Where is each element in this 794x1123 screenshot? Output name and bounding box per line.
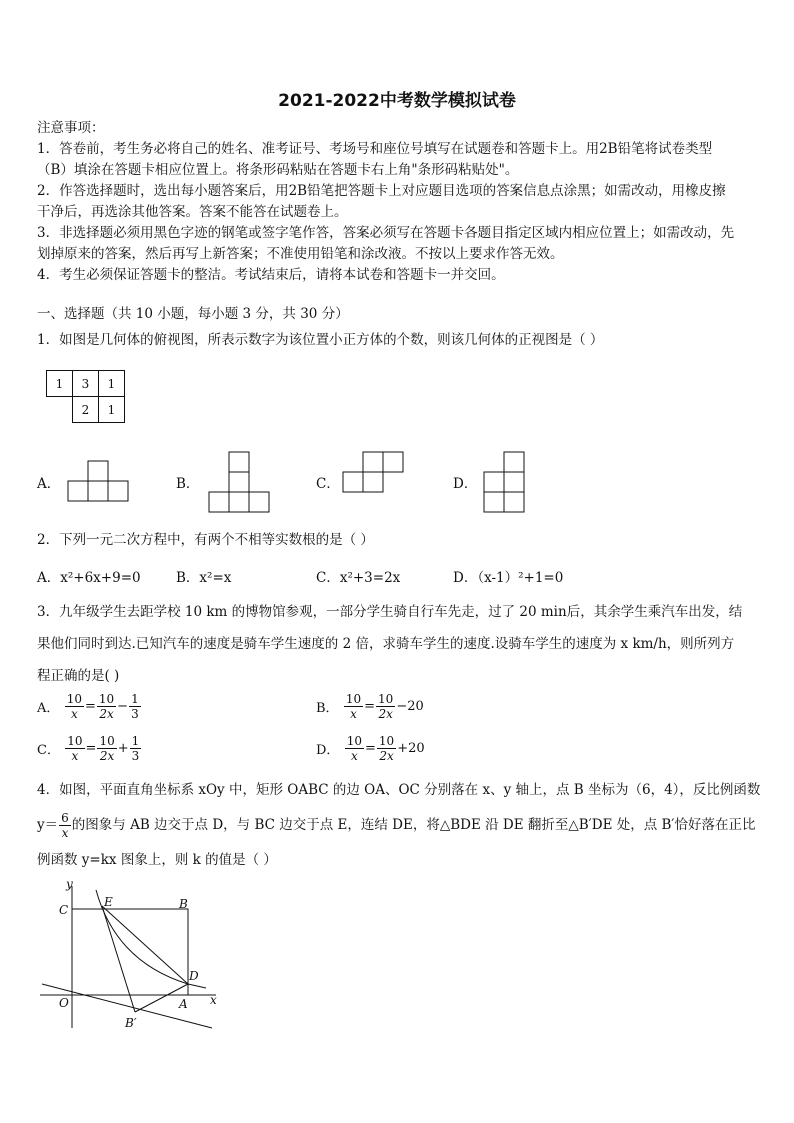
denominator: 3 (131, 749, 140, 763)
option: A．x²+6x+9=0 (37, 570, 141, 586)
segment-de (102, 906, 188, 984)
label-o: O (59, 996, 69, 1010)
option-label: B． (316, 701, 339, 716)
question-4-line: 4．如图，平面直角坐标系 xOy 中，矩形 OABC 的边 OA、OC 分别落在 x、y 轴上，点 B 坐标为（6，4），反比例函数 (37, 782, 761, 798)
denominator: x (61, 826, 69, 840)
question-3-line: 程正确的是( ) (37, 668, 120, 684)
denominator: x (350, 749, 358, 763)
option-label: B． (176, 476, 200, 492)
numerator: 1 (131, 692, 139, 706)
option-label: C． (37, 743, 60, 758)
fraction (97, 734, 116, 763)
numerator: 10 (98, 692, 115, 706)
question-4-text: 的图象与 AB 边交于点 D，与 BC 边交于点 E，连结 DE，将△BDE 沿 DE 翻折至△B′DE 处，点 B′恰好落在正比 (71, 817, 756, 833)
option-label: A． (37, 701, 60, 716)
section-heading: 一、选择题（共 10 小题，每小题 3 分，共 30 分） (37, 306, 349, 322)
grid-cell: 1 (47, 371, 73, 397)
fraction (129, 692, 141, 721)
operator: − (396, 699, 408, 714)
segment-eb-prime (102, 906, 135, 1012)
denominator: 3 (131, 707, 139, 721)
fraction (376, 692, 395, 721)
question-3-line: 3．九年级学生去距学校 10 km 的博物馆参观，一部分学生骑自行车先走，过了 20 min后，其余学生乘汽车出发，结 (37, 604, 743, 620)
option-label: D． (453, 476, 478, 492)
grid-cell: 2 (73, 397, 99, 423)
denominator: x (350, 707, 357, 721)
operator: − (117, 699, 129, 714)
option-d-figure (482, 450, 526, 514)
grid-cell-empty (47, 397, 73, 423)
question-2-stem: 2．下列一元二次方程中，有两个不相等实数根的是（ ） (37, 532, 374, 548)
label-x: x (210, 993, 217, 1007)
option-label: A． (37, 476, 61, 492)
question-3-line: 果他们同时到达.已知汽车的速度是骑车学生速度的 2 倍，求骑车学生的速度.设骑车学生的速度为 x km/h，则所列方 (37, 636, 735, 652)
numerator: 10 (378, 734, 395, 748)
option-label: C． (316, 476, 340, 492)
option-d-equation: D． $\frac{10}{x}$ = $\frac{10}{2x}$ +20 (316, 734, 425, 763)
notice-heading: 注意事项： (37, 120, 105, 136)
question-4-line (37, 808, 756, 842)
notice-line: 3．非选择题必须用黑色字迹的钢笔或签字笔作答，答案必须写在答题卡各题目指定区域内相应位置上；如需改动，先 (37, 225, 735, 241)
page-title: 2021-2022中考数学模拟试卷 (278, 91, 516, 111)
numerator: 10 (346, 734, 363, 748)
option-b-equation: B． $\frac{10}{x}$ = $\frac{10}{2x}$ −20 (316, 692, 424, 721)
coordinate-figure (36, 878, 226, 1034)
notice-line: 2．作答选择题时，选出每小题答案后，用2B铅笔把答题卡上对应题目选项的答案信息点涂黑；如需改动，用橡皮擦 (37, 183, 726, 199)
numerator: 6 (61, 811, 69, 825)
notice-line: 1．答卷前，考生务必将自己的姓名、准考证号、考场号和座位号填写在试题卷和答题卡上。用2B铅笔将试卷类型 (37, 141, 713, 157)
label-d: D (189, 969, 199, 983)
numerator: 10 (378, 692, 394, 706)
option-a-figure (66, 459, 130, 503)
constant: 20 (407, 699, 424, 714)
option: D．（x-1）²+1=0 (453, 570, 564, 586)
grid-cell: 1 (99, 371, 125, 397)
rectangle-oabc (72, 909, 188, 995)
fraction (344, 692, 363, 721)
fraction (130, 734, 142, 763)
denominator: 2x (378, 707, 393, 721)
numerator: 10 (67, 734, 83, 748)
numerator: 10 (66, 692, 82, 706)
operator: + (117, 741, 129, 756)
fraction (377, 734, 396, 763)
fraction (345, 734, 364, 763)
label-e: E (104, 895, 113, 909)
constant: 20 (408, 741, 425, 756)
label-y: y (66, 878, 73, 891)
option-c-figure-lower (341, 470, 365, 514)
question-4-line: 例函数 y=kx 图象上，则 k 的值是（ ） (37, 852, 277, 868)
notice-line: 干净后，再选涂其他答案。答案不能答在试题卷上。 (37, 204, 348, 220)
numerator: 10 (99, 734, 115, 748)
denominator: x (70, 707, 78, 721)
notice-line: （B）填涂在答题卡相应位置上。将条形码粘贴在答题卡右上角"条形码粘贴处"。 (37, 162, 519, 178)
fraction (65, 692, 84, 721)
grid-cell: 3 (73, 371, 99, 397)
operator: + (397, 741, 409, 756)
function-lhs: y＝ (37, 817, 59, 833)
numerator: 1 (131, 734, 140, 748)
question-1-stem: 1．如图是几何体的俯视图，所表示数字为该位置小正方体的个数，则该几何体的正视图是（ ） (37, 332, 604, 348)
option: B．x²=x (176, 570, 232, 586)
fraction (65, 734, 84, 763)
option: C．x²+3=2x (316, 570, 401, 586)
label-b-prime: B′ (125, 1016, 137, 1030)
option-c-equation: C． $\frac{10}{x}$ = $\frac{10}{2x}$ + $\frac{1}{3}$ (37, 734, 140, 763)
denominator: 2x (99, 707, 114, 721)
notice-line: 划掉原来的答案，然后再写上新答案；不准使用铅笔和涂改液。不按以上要求作答无效。 (37, 246, 564, 262)
label-c: C (59, 903, 69, 917)
grid-cell: 1 (99, 397, 125, 423)
label-b: B (179, 897, 188, 911)
option-a-equation: A． $\frac{10}{x}$ = $\frac{10}{2x}$ − $\frac{1}{3}$ (37, 692, 139, 721)
numerator: 10 (345, 692, 362, 706)
fraction (97, 692, 116, 721)
option-label: D． (316, 743, 340, 758)
notice-line: 4．考生必须保证答题卡的整洁。考试结束后，请将本试卷和答题卡一并交回。 (37, 267, 505, 283)
option-b-figure (207, 450, 271, 514)
top-view-grid (46, 370, 125, 423)
denominator: x (71, 749, 79, 763)
denominator: 2x (99, 749, 115, 763)
label-a: A (179, 997, 188, 1011)
fraction (59, 811, 71, 840)
denominator: 2x (379, 749, 394, 763)
